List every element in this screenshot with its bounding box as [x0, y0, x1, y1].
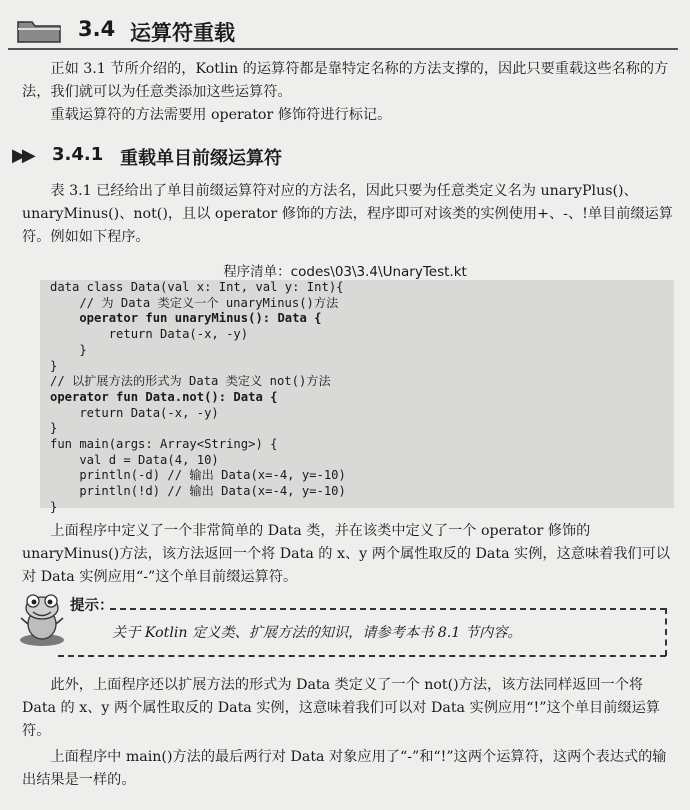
tip-label: 提示： [70, 598, 114, 614]
section-heading [8, 8, 678, 50]
code-line: } [50, 499, 58, 514]
code-line: operator fun Data.not(): Data { [50, 389, 278, 404]
code-line: println(-d) // 输出 Data(x=-4, y=-10) [50, 468, 346, 483]
code-line: operator fun unaryMinus(): Data { [50, 311, 322, 326]
tip-border-bottom [58, 655, 666, 657]
body-paragraph-2: 上面程序中定义了一个非常简单的 Data 类，并在该类中定义了一个 operator 修饰的 unaryMinus()方法，该方法返回一个将 Data 的 x、y 两个属性取反的 Data 实例，这意味着我们可以对 Data 实例应用“-”这个单目前缀运算符。 [22, 523, 671, 585]
section-title: 运算符重载 [130, 21, 235, 45]
double-chevron-icon: ▶▶ [12, 145, 32, 166]
code-line: } [50, 358, 58, 373]
code-listing [40, 280, 674, 514]
code-line: val d = Data(4, 10) [50, 452, 219, 467]
code-line: // 为 Data 类定义一个 unaryMinus()方法 [50, 295, 339, 310]
tip-border-top [110, 608, 666, 610]
folder-icon [16, 18, 62, 44]
subsection-title: 重载单目前缀运算符 [120, 148, 282, 169]
frog-icon [18, 590, 66, 648]
code-line: } [50, 342, 87, 357]
code-line: fun main(args: Array<String>) { [50, 437, 278, 451]
body-paragraph-3: 此外，上面程序还以扩展方法的形式为 Data 类定义了一个 not()方法，该方法同样返回一个将 Data 的 x、y 两个属性取反的 Data 实例，这意味着我们可以对 Data 实例应用“!”这个单目前缀运算符。 [22, 677, 660, 739]
intro-paragraph-1: 正如 3.1 节所介绍的，Kotlin 的运算符都是靠特定名称的方法支撑的，因此只要重载这些名称的方法，我们就可以为任意类添加这些运算符。 [22, 61, 669, 100]
intro-paragraph-2: 重载运算符的方法需要用 operator 修饰符进行标记。 [50, 107, 392, 123]
code-line: data class Data(val x: Int, val y: Int){ [50, 280, 344, 294]
code-line: // 以扩展方法的形式为 Data 类定义 not()方法 [50, 374, 331, 389]
code-line: return Data(-x, -y) [50, 327, 249, 342]
section-number: 3.4 [78, 17, 116, 41]
code-line: return Data(-x, -y) [50, 405, 219, 420]
listing-title: 程序清单：codes\03\3.4\UnaryTest.kt [223, 264, 467, 280]
body-paragraph-1: 表 3.1 已经给出了单目前缀运算符对应的方法名，因此只要为任意类定义名为 unaryPlus()、unaryMinus()、not()，且以 operator 修饰的方法，程序即可对该类的实例使用+、-、!单目前缀运算符。例如如下程序。 [22, 183, 673, 245]
subsection-number: 3.4.1 [52, 144, 104, 165]
tip-text: 关于 Kotlin 定义类、扩展方法的知识，请参考本书 8.1 节内容。 [112, 625, 522, 641]
tip-border-right [665, 608, 667, 656]
code-line: } [50, 421, 58, 436]
body-paragraph-4: 上面程序中 main()方法的最后两行对 Data 对象应用了“-”和“!”这两个运算符，这两个表达式的输出结果是一样的。 [22, 749, 667, 788]
code-line: println(!d) // 输出 Data(x=-4, y=-10) [50, 484, 346, 499]
